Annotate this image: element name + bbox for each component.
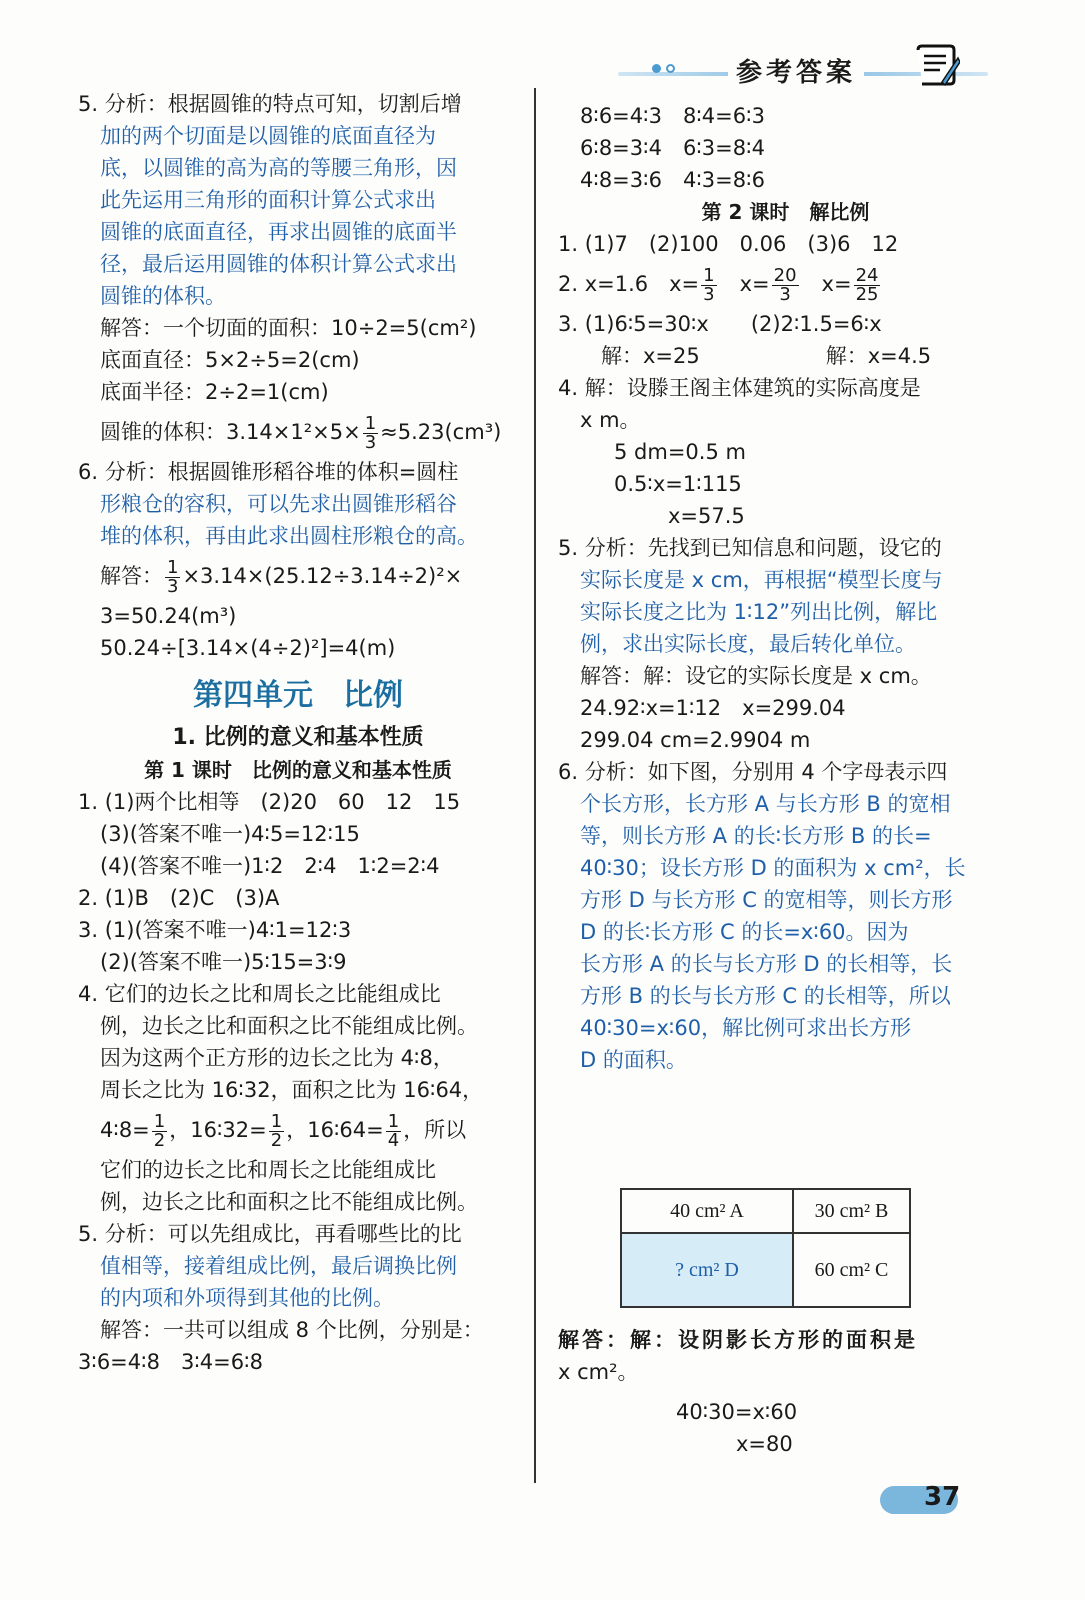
text-line: (4)(答案不唯一)1∶2 2∶4 1∶2=2∶4 [100,854,440,878]
fraction: $\frac{1}{2}$ [153,1110,166,1151]
text-line: 解：x=25 解：x=4.5 [580,344,932,368]
text-line: 加的两个切面是以圆锥的底面直径为 [100,124,436,148]
text-line: 5. 分析：先找到已知信息和问题，设它的 [558,536,942,560]
text-line: 40∶30；设长方形 D 的面积为 x cm²，长 [580,856,966,880]
text-line: x cm²。 [558,1360,639,1384]
page-number [880,1480,980,1516]
text-line: (3)(答案不唯一)4∶5=12∶15 [100,822,360,846]
text-line: 3∶6=4∶8 3∶4=6∶8 [78,1350,263,1374]
text-line: 2. (1)B (2)C (3)A [78,886,280,910]
text-line: x=80 [736,1432,793,1456]
text-line: 5. 分析：根据圆锥的特点可知，切割后增 [78,92,462,116]
text-line: 值相等，接着组成比例，最后调换比例 [100,1254,457,1278]
rect-d-shaded: ? cm² D [621,1233,793,1307]
text-line: x=57.5 [668,504,745,528]
text-line: 50.24÷[3.14×(4÷2)²]=4(m) [100,636,396,660]
text-line: 它们的边长之比和周长之比能组成比 [100,1158,436,1182]
text-line: 此先运用三角形的面积计算公式求出 [100,188,436,212]
text-line: 4. 它们的边长之比和周长之比能组成比 [78,982,441,1006]
header-ring [666,64,675,73]
text-line: 堆的体积，再由此求出圆柱形粮仓的高。 [100,524,478,548]
page-title: 参考答案 [728,52,864,89]
text-line: 方形 D 与长方形 C 的宽相等，则长方形 [580,888,953,912]
q6-answer [558,756,1013,1076]
text-span: ≈5.23(cm³) [380,420,502,444]
text-line: 6∶8=3∶4 6∶3=8∶4 [580,136,765,160]
q4-answer [78,978,518,1218]
text-line: 0.5∶x=1∶115 [614,472,742,496]
text-line: 圆锥的体积。 [100,284,226,308]
rect-b: 30 cm² B [793,1189,910,1233]
fraction-line: 2. x=1.6 x= $\frac{1}{3}$ x= $\frac{20}{3}$ x= $\frac{24}{25}$ [558,264,879,305]
text-line: 底面半径：2÷2=1(cm) [100,380,329,404]
page-number-text: 37 [924,1482,961,1512]
fraction-line: 4∶8= $\frac{1}{2}$ ，16∶32= $\frac{1}{2}$ ，16∶64= $\frac{1}{4}$ ，所以 [100,1110,467,1151]
header-dot [652,64,661,73]
fraction: $\frac{1}{3}$ [167,556,179,597]
text-line: 因为这两个正方形的边长之比为 4∶8， [100,1046,454,1070]
text-line: 8∶6=4∶3 8∶4=6∶3 [580,104,765,128]
column-divider [534,88,536,1483]
text-line: 长方形 A 的长与长方形 D 的长相等，长 [580,952,953,976]
text-line: D 的长∶长方形 C 的长=x∶60。因为 [580,920,909,944]
text-line: 解答：一个切面的面积：10÷2=5(cm²) [100,316,477,340]
q5-analysis [78,88,518,312]
text-span: 圆锥的体积：3.14×1²×5× [100,420,361,444]
rect-a: 40 cm² A [621,1189,793,1233]
text-line: 的内项和外项得到其他的比例。 [100,1286,394,1310]
unit-title: 第四单元 比例 [193,678,403,713]
q5-answer [558,532,1013,756]
section-title: 1. 比例的意义和基本性质 [172,725,424,750]
text-line: 等，则长方形 A 的长∶长方形 B 的长= [580,824,932,848]
text-line: 例，求出实际长度，最后转化单位。 [580,632,916,656]
page-header [600,52,1000,88]
text-line: 例，边长之比和面积之比不能组成比例。 [100,1014,478,1038]
text-line: 4∶8=3∶6 4∶3=8∶6 [580,168,765,192]
right-column [558,100,1013,1076]
text-line: 299.04 cm=2.9904 m [580,728,811,752]
fraction: $\frac{24}{25}$ [855,264,879,305]
text-line: 周长之比为 16∶32，面积之比为 16∶64， [100,1078,484,1102]
text-line: 1. (1)7 (2)100 0.06 (3)6 12 [558,232,899,256]
fraction: $\frac{1}{3}$ [364,412,377,453]
text-line: 解答：解：设阴影长方形的面积是 [558,1328,918,1352]
text-line: 实际长度是 x cm，再根据“模型长度与 [580,568,943,592]
rect-c: 60 cm² C [793,1233,910,1307]
text-line: 径，最后运用圆锥的体积计算公式求出 [100,252,457,276]
text-line: 1. (1)两个比相等 (2)20 60 12 15 [78,790,461,814]
text-line: 底，以圆锥的高为高的等腰三角形，因 [100,156,457,180]
lesson-title: 第 1 课时 比例的意义和基本性质 [144,758,452,782]
rectangle-diagram [620,1188,911,1308]
q6-analysis [78,456,518,664]
scroll-pen-icon [912,42,960,88]
q4-answer [558,372,1013,532]
fraction: $\frac{1}{2}$ [270,1110,283,1151]
text-line: 解答：一共可以组成 8 个比例，分别是： [100,1318,484,1342]
text-line: x m。 [580,408,641,432]
text-span: ×3.14×(25.12÷3.14÷2)²× [182,564,463,588]
answers-list [78,786,518,978]
q5-solution [78,312,518,456]
text-line: 24.92∶x=1∶12 x=299.04 [580,696,846,720]
text-line: 3. (1)(答案不唯一)4∶1=12∶3 [78,918,352,942]
text-span: 解答： [100,564,163,588]
q6-solution [558,1324,1013,1460]
left-column [78,88,518,1378]
lesson-title: 第 2 课时 解比例 [701,200,870,224]
volume-line [78,408,518,456]
text-line: 5. 分析：可以先组成比，再看哪些比的比 [78,1222,462,1246]
text-line: 形粮仓的容积，可以先求出圆锥形稻谷 [100,492,457,516]
text-line: 个长方形，长方形 A 与长方形 B 的宽相 [580,792,951,816]
text-line: 40∶30=x∶60 [676,1400,798,1424]
text-line: 圆锥的底面直径，再求出圆锥的底面半 [100,220,457,244]
text-line: 底面直径：5×2÷5=2(cm) [100,348,360,372]
text-line: 5 dm=0.5 m [614,440,746,464]
text-line: D 的面积。 [580,1048,687,1072]
text-line: 例，边长之比和面积之比不能组成比例。 [100,1190,478,1214]
text-line: 3=50.24(m³) [100,604,237,628]
text-line: 解答：解：设它的实际长度是 x cm。 [580,664,932,688]
text-line: 6. 分析：如下图，分别用 4 个字母表示四 [558,760,948,784]
text-line: 40∶30=x∶60，解比例可求出长方形 [580,1016,912,1040]
fraction: $\frac{1}{3}$ [703,264,715,305]
q5b-answer [78,1218,518,1378]
text-line: 实际长度之比为 1∶12”列出比例，解比 [580,600,938,624]
fraction: $\frac{1}{4}$ [387,1110,400,1151]
q6-solution-line [78,552,518,600]
text-line: 4. 解：设滕王阁主体建筑的实际高度是 [558,376,921,400]
text-line: 6. 分析：根据圆锥形稻谷堆的体积=圆柱 [78,460,459,484]
text-line: 方形 B 的长与长方形 C 的长相等，所以 [580,984,951,1008]
text-line: (2)(答案不唯一)5∶15=3∶9 [100,950,347,974]
text-line: 3. (1)6∶5=30∶x (2)2∶1.5=6∶x [558,312,882,336]
fraction: $\frac{20}{3}$ [773,264,797,305]
